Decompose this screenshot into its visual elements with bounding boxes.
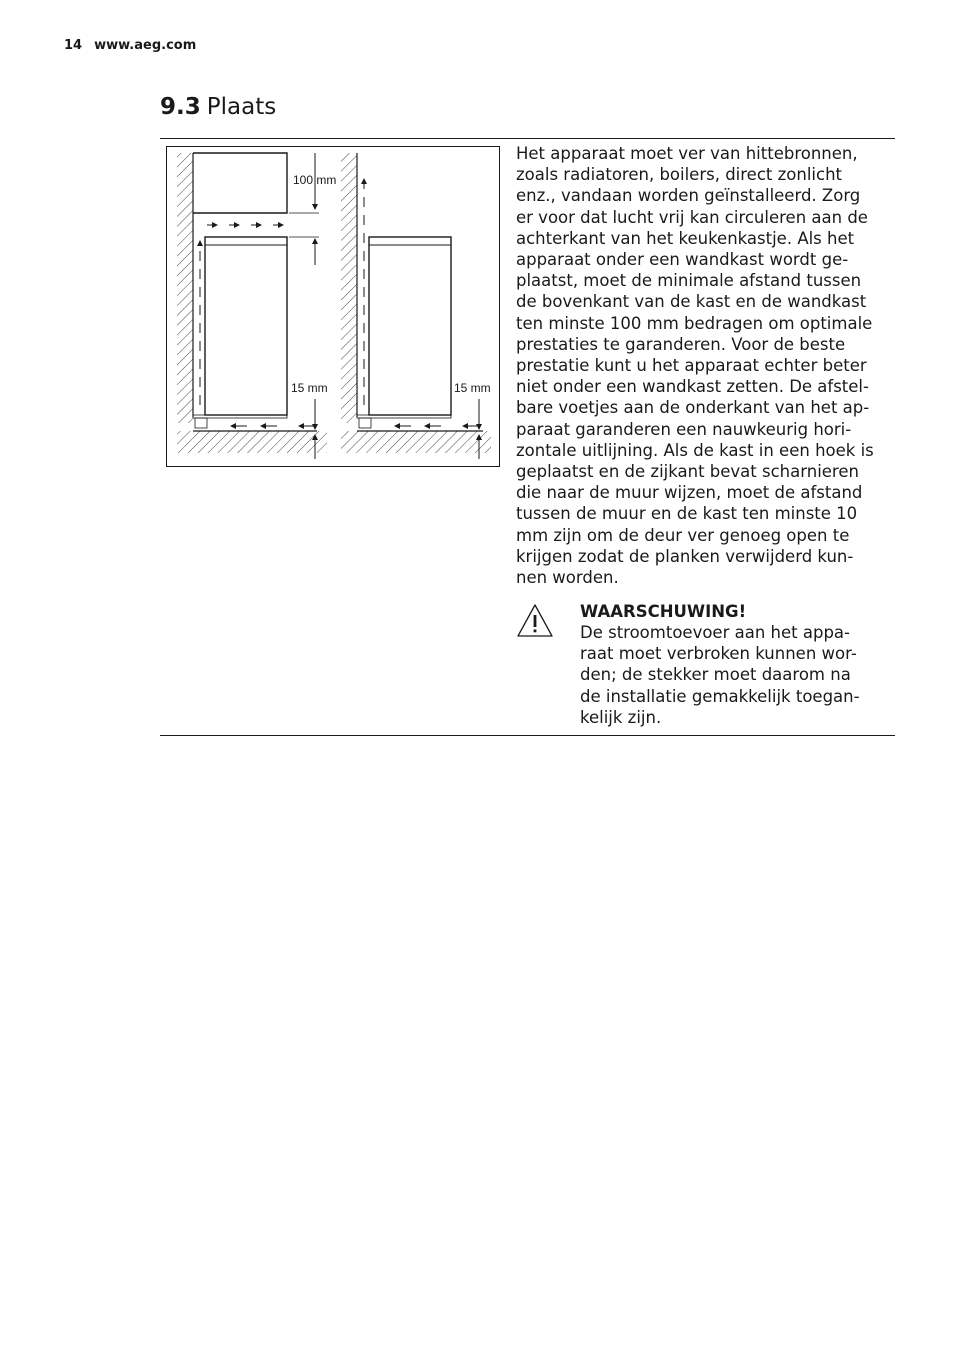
page-header: [64, 38, 196, 53]
section-title: [160, 94, 276, 120]
top-rule: [160, 138, 895, 139]
installation-instructions: Het apparaat moet ver van hittebronnen, zoals radiatoren, boilers, direct zonlicht enz., vandaan worden geïnstalleerd. Zorg er voor dat lucht vrij kan circuleren aan de achterkant van het keukenkastje. Als het apparaat onder een wandkast wordt ge- plaatst, moet de minimale afstand tussen de bovenkant van de kast en de wandkast ten minste 100 mm bedragen om optimale prestaties te garanderen. Voor de beste prestatie kunt u het apparaat echter beter niet onder een wandkast zetten. De afstel- bare voetjes aan de onderkant van het ap- paraat garanderen een nauwkeurig hori- zontale uitlijning. Als de kast in een hoek is geplaatst en de zijkant bevat scharnieren die naar de muur wijzen, moet de afstand tussen de muur en de kast ten minste 10 mm zijn om de deur ver genoeg open te krijgen zodat de planken verwijderd kun- nen worden.: [516, 144, 874, 588]
dim-label-right-15mm: 15 mm: [454, 381, 491, 395]
installation-diagram: [166, 146, 500, 467]
left-wall-hatch: [177, 153, 193, 423]
warning-text: De stroomtoevoer aan het appa- raat moet verbroken kunnen wor- den; de stekker moet daarom na de installatie gemakkelijk toegan- kelijk zijn.: [580, 623, 860, 727]
warning-triangle-icon: [516, 603, 554, 643]
right-floor-hatch: [341, 431, 491, 453]
bottom-rule: [160, 735, 895, 736]
dim-label-left-15mm: 15 mm: [291, 381, 328, 395]
site-url: www.aeg.com: [94, 38, 197, 53]
section-number: 9.3: [160, 94, 201, 120]
wall-cabinet: [193, 153, 287, 213]
left-floor-hatch: [177, 431, 327, 453]
section-name: Plaats: [206, 94, 277, 120]
warning-title: WAARSCHUWING!: [580, 602, 747, 621]
dim-label-100mm: 100 mm: [293, 173, 337, 187]
right-installation: [341, 153, 491, 459]
right-wall-hatch: [341, 153, 357, 423]
left-appliance: [205, 237, 287, 415]
right-appliance: [369, 237, 451, 415]
page-number: 14: [64, 38, 83, 53]
left-installation: [177, 153, 336, 459]
